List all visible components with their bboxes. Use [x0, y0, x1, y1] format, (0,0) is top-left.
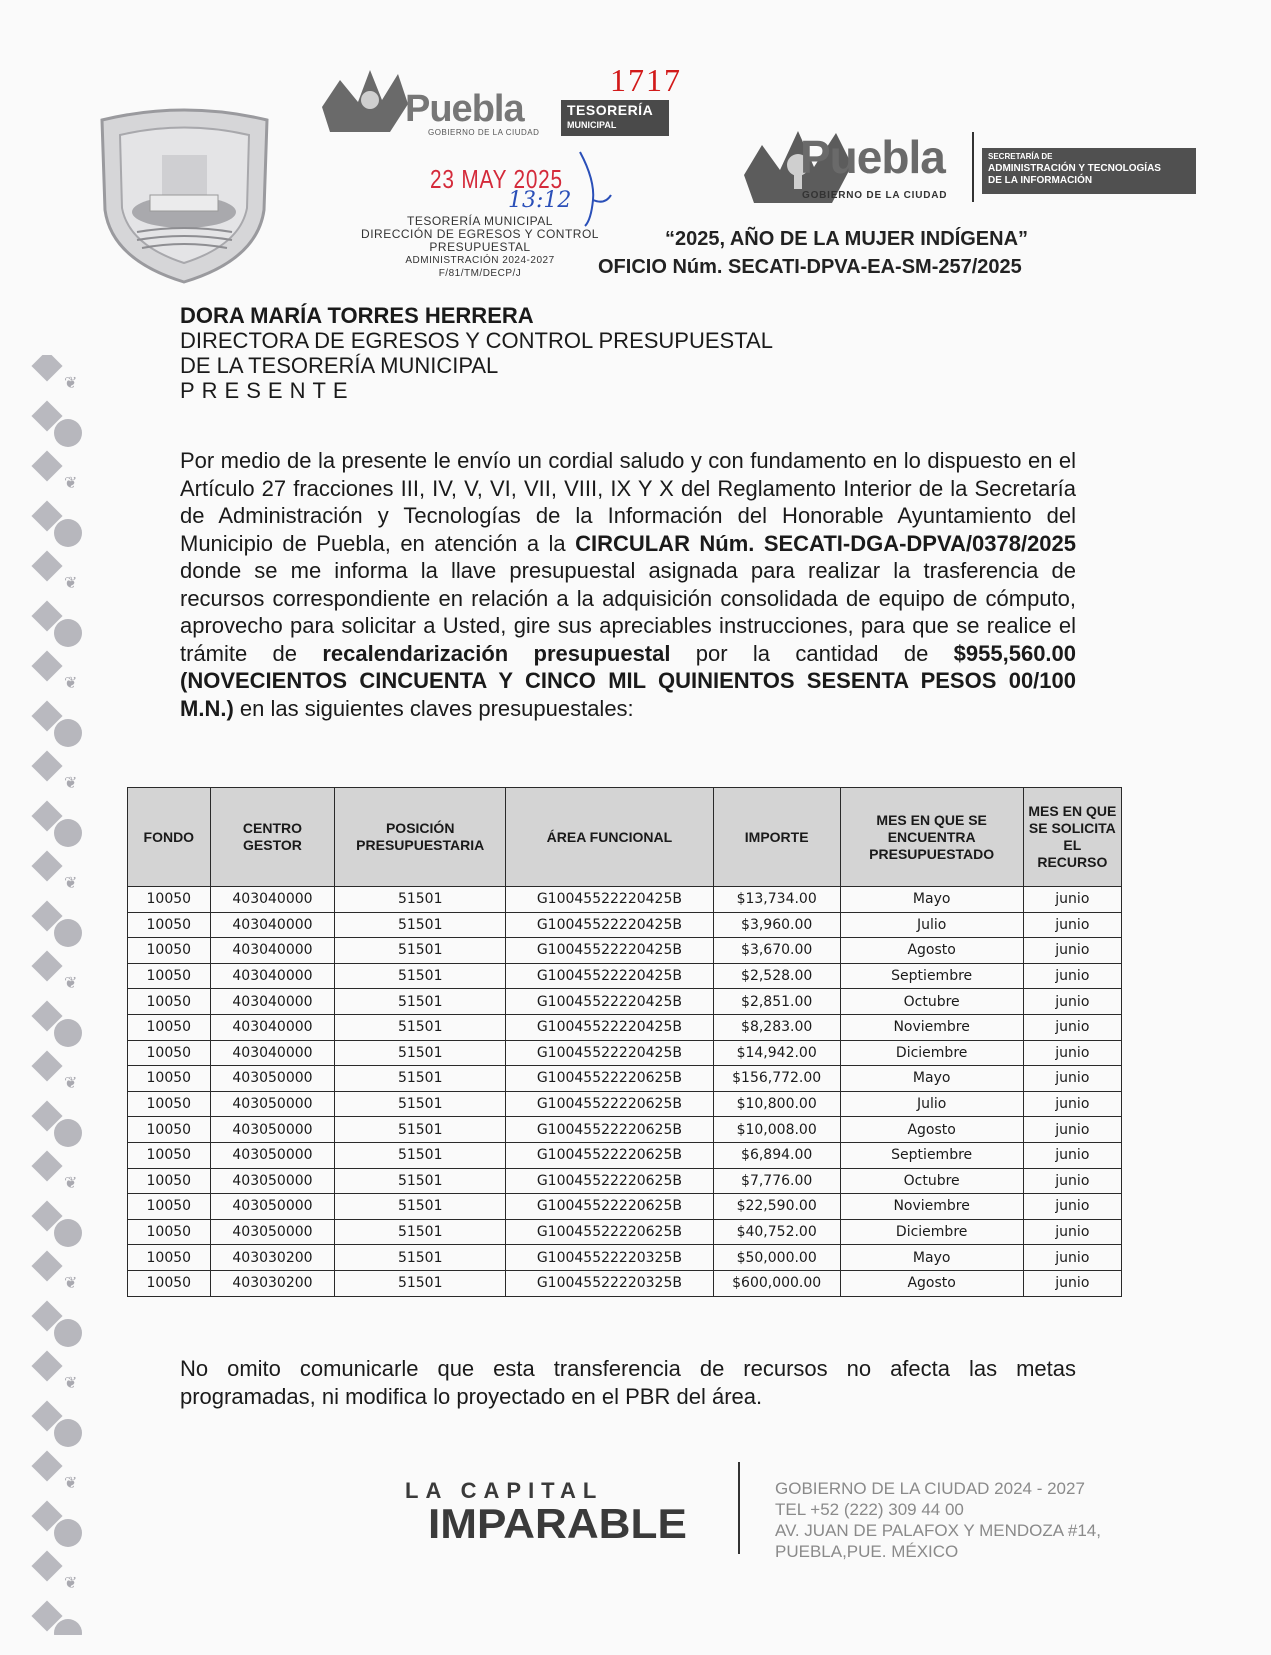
secati-puebla-wordmark: Puebla — [800, 131, 945, 183]
cell-posicion: 51501 — [335, 1066, 506, 1092]
stamp-line-1: TESORERÍA MUNICIPAL — [407, 214, 553, 228]
footer-line-1: GOBIERNO DE LA CIUDAD 2024 - 2027 — [775, 1479, 1085, 1498]
cell-mes-solicitado: junio — [1023, 1014, 1121, 1040]
stamp-line-3: PRESUPUESTAL — [429, 240, 531, 254]
cell-posicion: 51501 — [335, 1117, 506, 1143]
cell-area-funcional: G10045522220325B — [506, 1245, 714, 1271]
border-flower-icon — [54, 819, 82, 847]
table-row — [128, 989, 1122, 1015]
cell-mes-solicitado: junio — [1023, 1091, 1121, 1117]
stamp-line-5: F/81/TM/DECP/J — [438, 268, 522, 279]
cell-centro-gestor: 403040000 — [210, 989, 335, 1015]
cell-posicion: 51501 — [335, 989, 506, 1015]
border-flower-icon — [54, 1619, 82, 1635]
cell-area-funcional: G10045522220625B — [506, 1168, 714, 1194]
cell-importe: $50,000.00 — [713, 1245, 840, 1271]
cell-fondo: 10050 — [128, 963, 211, 989]
footer-logo-top: LA CAPITAL — [405, 1478, 604, 1503]
cell-mes-presupuestado: Agosto — [840, 1117, 1023, 1143]
cell-importe: $2,528.00 — [713, 963, 840, 989]
cell-mes-solicitado: junio — [1023, 887, 1121, 913]
border-diamond-icon — [31, 550, 62, 581]
cell-centro-gestor: 403050000 — [210, 1117, 335, 1143]
cell-mes-presupuestado: Octubre — [840, 1168, 1023, 1194]
cell-posicion: 51501 — [335, 1091, 506, 1117]
received-stamp-date: 23 MAY 2025 — [430, 164, 563, 194]
footer-line-2: TEL +52 (222) 309 44 00 — [775, 1500, 964, 1519]
cell-centro-gestor: 403040000 — [210, 963, 335, 989]
cell-fondo: 10050 — [128, 1219, 211, 1245]
cell-posicion: 51501 — [335, 1014, 506, 1040]
cell-mes-presupuestado: Agosto — [840, 938, 1023, 964]
table-row — [128, 938, 1122, 964]
cell-mes-solicitado: junio — [1023, 912, 1121, 938]
table-row — [128, 963, 1122, 989]
cell-mes-solicitado: junio — [1023, 963, 1121, 989]
border-flower-icon — [54, 519, 82, 547]
cell-area-funcional: G10045522220425B — [506, 912, 714, 938]
cell-fondo: 10050 — [128, 1142, 211, 1168]
cell-centro-gestor: 403040000 — [210, 1040, 335, 1066]
header-importe: IMPORTE — [713, 788, 840, 887]
border-flower-icon — [54, 619, 82, 647]
secati-badge-line3: DE LA INFORMACIÓN — [988, 175, 1093, 186]
cell-posicion: 51501 — [335, 963, 506, 989]
secati-badge-line1: SECRETARÍA DE — [988, 152, 1053, 161]
cell-importe: $13,734.00 — [713, 887, 840, 913]
cell-importe: $3,670.00 — [713, 938, 840, 964]
border-flower-icon — [54, 1319, 82, 1347]
cell-mes-solicitado: junio — [1023, 938, 1121, 964]
recipient-name: DORA MARÍA TORRES HERRERA — [180, 303, 534, 328]
tesoreria-puebla-wordmark: Puebla — [405, 88, 524, 130]
border-sprig-icon: ❦ — [64, 1175, 78, 1192]
header-mes-solicitado: MES EN QUE SE SOLICITA EL RECURSO — [1023, 788, 1121, 887]
border-sprig-icon: ❦ — [64, 875, 78, 892]
cell-mes-solicitado: junio — [1023, 1245, 1121, 1271]
cell-centro-gestor: 403040000 — [210, 1014, 335, 1040]
total-amount: $955,560.00 (NOVECIENTOS CINCUENTA Y CINCO MIL QUINIENTOS SESENTA PESOS 00/100 M.N.) — [180, 640, 1077, 721]
footer-divider — [738, 1462, 740, 1554]
cell-fondo: 10050 — [128, 1091, 211, 1117]
header-fondo: FONDO — [128, 788, 211, 887]
border-flower-icon — [54, 419, 82, 447]
table-row — [128, 1270, 1122, 1296]
cell-fondo: 10050 — [128, 1066, 211, 1092]
cell-area-funcional: G10045522220425B — [506, 1014, 714, 1040]
body-paragraph — [180, 447, 1076, 722]
border-sprig-icon: ❦ — [64, 475, 78, 492]
cell-posicion: 51501 — [335, 912, 506, 938]
table-row — [128, 1168, 1122, 1194]
budget-keys-table — [127, 787, 1122, 1297]
cell-posicion: 51501 — [335, 1168, 506, 1194]
footer-line-3: AV. JUAN DE PALAFOX Y MENDOZA #14, — [775, 1521, 1101, 1540]
border-diamond-icon — [31, 1250, 62, 1281]
tesoreria-badge-line2: MUNICIPAL — [567, 120, 617, 130]
cell-importe: $3,960.00 — [713, 912, 840, 938]
cell-fondo: 10050 — [128, 989, 211, 1015]
tesoreria-logo-subtitle: GOBIERNO DE LA CIUDAD — [428, 128, 540, 137]
border-flower-icon — [54, 1119, 82, 1147]
folio-stamp-number: 1717 — [610, 62, 682, 98]
cell-importe: $10,800.00 — [713, 1091, 840, 1117]
border-diamond-icon — [31, 355, 62, 382]
cell-area-funcional: G10045522220625B — [506, 1091, 714, 1117]
cell-importe: $10,008.00 — [713, 1117, 840, 1143]
city-crest-icon — [92, 100, 277, 285]
cell-importe: $14,942.00 — [713, 1040, 840, 1066]
cell-fondo: 10050 — [128, 1245, 211, 1271]
cell-importe: $156,772.00 — [713, 1066, 840, 1092]
cell-posicion: 51501 — [335, 1270, 506, 1296]
cell-mes-solicitado: junio — [1023, 1142, 1121, 1168]
border-diamond-icon — [31, 1350, 62, 1381]
body-text-3: por la cantidad de — [670, 640, 954, 666]
cell-mes-solicitado: junio — [1023, 1194, 1121, 1220]
cell-mes-solicitado: junio — [1023, 989, 1121, 1015]
cell-mes-solicitado: junio — [1023, 1117, 1121, 1143]
header-centro-gestor: CENTRO GESTOR — [210, 788, 335, 887]
footer-logo-bottom: IMPARABLE — [428, 1500, 687, 1547]
cell-mes-presupuestado: Diciembre — [840, 1040, 1023, 1066]
border-diamond-icon — [31, 850, 62, 881]
cell-importe: $7,776.00 — [713, 1168, 840, 1194]
table-row — [128, 1194, 1122, 1220]
circular-reference: CIRCULAR Núm. SECATI-DGA-DPVA/0378/2025 — [575, 530, 1077, 556]
cell-centro-gestor: 403050000 — [210, 1066, 335, 1092]
cell-fondo: 10050 — [128, 1168, 211, 1194]
cell-posicion: 51501 — [335, 1194, 506, 1220]
table-row — [128, 1219, 1122, 1245]
footer-line-4: PUEBLA,PUE. MÉXICO — [775, 1542, 959, 1561]
footer-contact-info — [775, 1478, 1101, 1562]
cell-posicion: 51501 — [335, 887, 506, 913]
secati-logo-subtitle: GOBIERNO DE LA CIUDAD — [802, 190, 948, 201]
table-row — [128, 1245, 1122, 1271]
border-sprig-icon: ❦ — [64, 375, 78, 392]
salutation: PRESENTE — [180, 378, 355, 403]
cell-posicion: 51501 — [335, 1142, 506, 1168]
cell-fondo: 10050 — [128, 1117, 211, 1143]
cell-centro-gestor: 403040000 — [210, 938, 335, 964]
cell-mes-presupuestado: Julio — [840, 1091, 1023, 1117]
cell-mes-presupuestado: Noviembre — [840, 1014, 1023, 1040]
cell-importe: $40,752.00 — [713, 1219, 840, 1245]
border-sprig-icon: ❦ — [64, 1275, 78, 1292]
header-mes-presupuestado: MES EN QUE SE ENCUENTRA PRESUPUESTADO — [840, 788, 1023, 887]
border-flower-icon — [54, 919, 82, 947]
tesoreria-badge-line1: TESORERÍA — [567, 102, 654, 118]
cell-posicion: 51501 — [335, 1040, 506, 1066]
cell-centro-gestor: 403040000 — [210, 887, 335, 913]
cell-centro-gestor: 403030200 — [210, 1245, 335, 1271]
cell-centro-gestor: 403050000 — [210, 1219, 335, 1245]
border-diamond-icon — [31, 450, 62, 481]
cell-centro-gestor: 403050000 — [210, 1168, 335, 1194]
cell-centro-gestor: 403050000 — [210, 1142, 335, 1168]
border-flower-icon — [54, 719, 82, 747]
cell-fondo: 10050 — [128, 912, 211, 938]
cell-mes-solicitado: junio — [1023, 1219, 1121, 1245]
logo-divider — [972, 132, 974, 202]
cell-mes-solicitado: junio — [1023, 1066, 1121, 1092]
cell-mes-presupuestado: Octubre — [840, 989, 1023, 1015]
cell-posicion: 51501 — [335, 938, 506, 964]
cell-mes-presupuestado: Mayo — [840, 887, 1023, 913]
cell-area-funcional: G10045522220425B — [506, 887, 714, 913]
procedure-name: recalendarización presupuestal — [322, 640, 671, 666]
cell-mes-presupuestado: Mayo — [840, 1066, 1023, 1092]
cell-mes-presupuestado: Noviembre — [840, 1194, 1023, 1220]
border-flower-icon — [54, 1519, 82, 1547]
cell-mes-solicitado: junio — [1023, 1270, 1121, 1296]
border-sprig-icon: ❦ — [64, 675, 78, 692]
cell-importe: $600,000.00 — [713, 1270, 840, 1296]
border-sprig-icon: ❦ — [64, 775, 78, 792]
closing-paragraph: No omito comunicarle que esta transferencia de recursos no afecta las metas programadas, ni modifica lo proyectado en el PBR del área. — [180, 1356, 1076, 1409]
border-diamond-icon — [31, 1150, 62, 1181]
tesoreria-badge — [561, 100, 669, 136]
cell-area-funcional: G10045522220325B — [506, 1270, 714, 1296]
cell-centro-gestor: 403030200 — [210, 1270, 335, 1296]
cell-area-funcional: G10045522220425B — [506, 1040, 714, 1066]
cell-area-funcional: G10045522220625B — [506, 1219, 714, 1245]
cell-importe: $2,851.00 — [713, 989, 840, 1015]
stamp-line-2: DIRECCIÓN DE EGRESOS Y CONTROL — [361, 227, 599, 241]
cell-mes-presupuestado: Septiembre — [840, 1142, 1023, 1168]
secati-badge-line2: ADMINISTRACIÓN Y TECNOLOGÍAS — [988, 163, 1161, 174]
table-header-row — [128, 788, 1122, 887]
border-diamond-icon — [31, 750, 62, 781]
border-diamond-icon — [31, 650, 62, 681]
border-sprig-icon: ❦ — [64, 1475, 78, 1492]
border-flower-icon — [54, 1419, 82, 1447]
recipient-title-line1: DIRECTORA DE EGRESOS Y CONTROL PRESUPUESTAL — [180, 328, 773, 353]
cell-importe: $22,590.00 — [713, 1194, 840, 1220]
table-row — [128, 1014, 1122, 1040]
border-diamond-icon — [31, 1050, 62, 1081]
cell-importe: $6,894.00 — [713, 1142, 840, 1168]
border-sprig-icon: ❦ — [64, 575, 78, 592]
body-text-1: Por medio de la presente le envío un cordial saludo y con fundamento en lo dispuesto en el Artículo 27 fracciones III, IV, V, VI, VII, VIII, IX Y X del Reglamento Interior de la Secretaría de Administración y Tecnologías de la Información del Honorable Ayuntamiento del Municipio de Puebla, en atención a la — [180, 448, 1076, 556]
cell-mes-solicitado: junio — [1023, 1040, 1121, 1066]
cell-mes-presupuestado: Septiembre — [840, 963, 1023, 989]
cell-fondo: 10050 — [128, 1194, 211, 1220]
secati-badge — [982, 148, 1196, 194]
table-row — [128, 1142, 1122, 1168]
cell-fondo: 10050 — [128, 1040, 211, 1066]
table-row — [128, 1091, 1122, 1117]
handwritten-time: 13:12 — [508, 188, 572, 213]
decorative-border — [22, 355, 84, 1635]
cell-centro-gestor: 403050000 — [210, 1194, 335, 1220]
table-row — [128, 1040, 1122, 1066]
border-sprig-icon: ❦ — [64, 1075, 78, 1092]
cell-importe: $8,283.00 — [713, 1014, 840, 1040]
border-flower-icon — [54, 1019, 82, 1047]
stamp-line-4: ADMINISTRACIÓN 2024-2027 — [405, 255, 555, 266]
border-flower-icon — [54, 1219, 82, 1247]
cell-mes-solicitado: junio — [1023, 1168, 1121, 1194]
cell-area-funcional: G10045522220425B — [506, 963, 714, 989]
table-row — [128, 887, 1122, 913]
cell-centro-gestor: 403040000 — [210, 912, 335, 938]
cell-mes-presupuestado: Julio — [840, 912, 1023, 938]
border-diamond-icon — [31, 950, 62, 981]
recipient-block — [180, 303, 773, 403]
border-sprig-icon: ❦ — [64, 975, 78, 992]
header-area-funcional: ÁREA FUNCIONAL — [506, 788, 714, 887]
border-diamond-icon — [31, 1450, 62, 1481]
cell-fondo: 10050 — [128, 1014, 211, 1040]
received-stamp-text — [340, 215, 620, 280]
header-posicion: POSICIÓN PRESUPUESTARIA — [335, 788, 506, 887]
cell-fondo: 10050 — [128, 1270, 211, 1296]
cell-area-funcional: G10045522220625B — [506, 1142, 714, 1168]
table-row — [128, 912, 1122, 938]
table-row — [128, 1117, 1122, 1143]
cell-area-funcional: G10045522220425B — [506, 938, 714, 964]
body-text-4: en las siguientes claves presupuestales: — [233, 695, 634, 721]
border-diamond-icon — [31, 1550, 62, 1581]
cell-centro-gestor: 403050000 — [210, 1091, 335, 1117]
cell-fondo: 10050 — [128, 887, 211, 913]
cell-posicion: 51501 — [335, 1245, 506, 1271]
cell-area-funcional: G10045522220625B — [506, 1194, 714, 1220]
border-sprig-icon: ❦ — [64, 1375, 78, 1392]
cell-area-funcional: G10045522220625B — [506, 1066, 714, 1092]
cell-mes-presupuestado: Agosto — [840, 1270, 1023, 1296]
recipient-title-line2: DE LA TESORERÍA MUNICIPAL — [180, 353, 499, 378]
cell-mes-presupuestado: Mayo — [840, 1245, 1023, 1271]
border-sprig-icon: ❦ — [64, 1575, 78, 1592]
cell-mes-presupuestado: Diciembre — [840, 1219, 1023, 1245]
body-text-2: donde se me informa la llave presupuestal asignada para realizar la trasferencia de recursos correspondiente en relación a la adquisición consolidada de equipo de cómputo, aprovecho para solicitar a Usted, gire sus apreciables instrucciones, para que se realice el trámite de — [180, 558, 1076, 666]
cell-posicion: 51501 — [335, 1219, 506, 1245]
year-motto: “2025, AÑO DE LA MUJER INDÍGENA” — [665, 228, 1029, 250]
table-row — [128, 1066, 1122, 1092]
oficio-number: OFICIO Núm. SECATI-DPVA-EA-SM-257/2025 — [598, 256, 1022, 278]
cell-fondo: 10050 — [128, 938, 211, 964]
cell-area-funcional: G10045522220625B — [506, 1117, 714, 1143]
cell-area-funcional: G10045522220425B — [506, 989, 714, 1015]
